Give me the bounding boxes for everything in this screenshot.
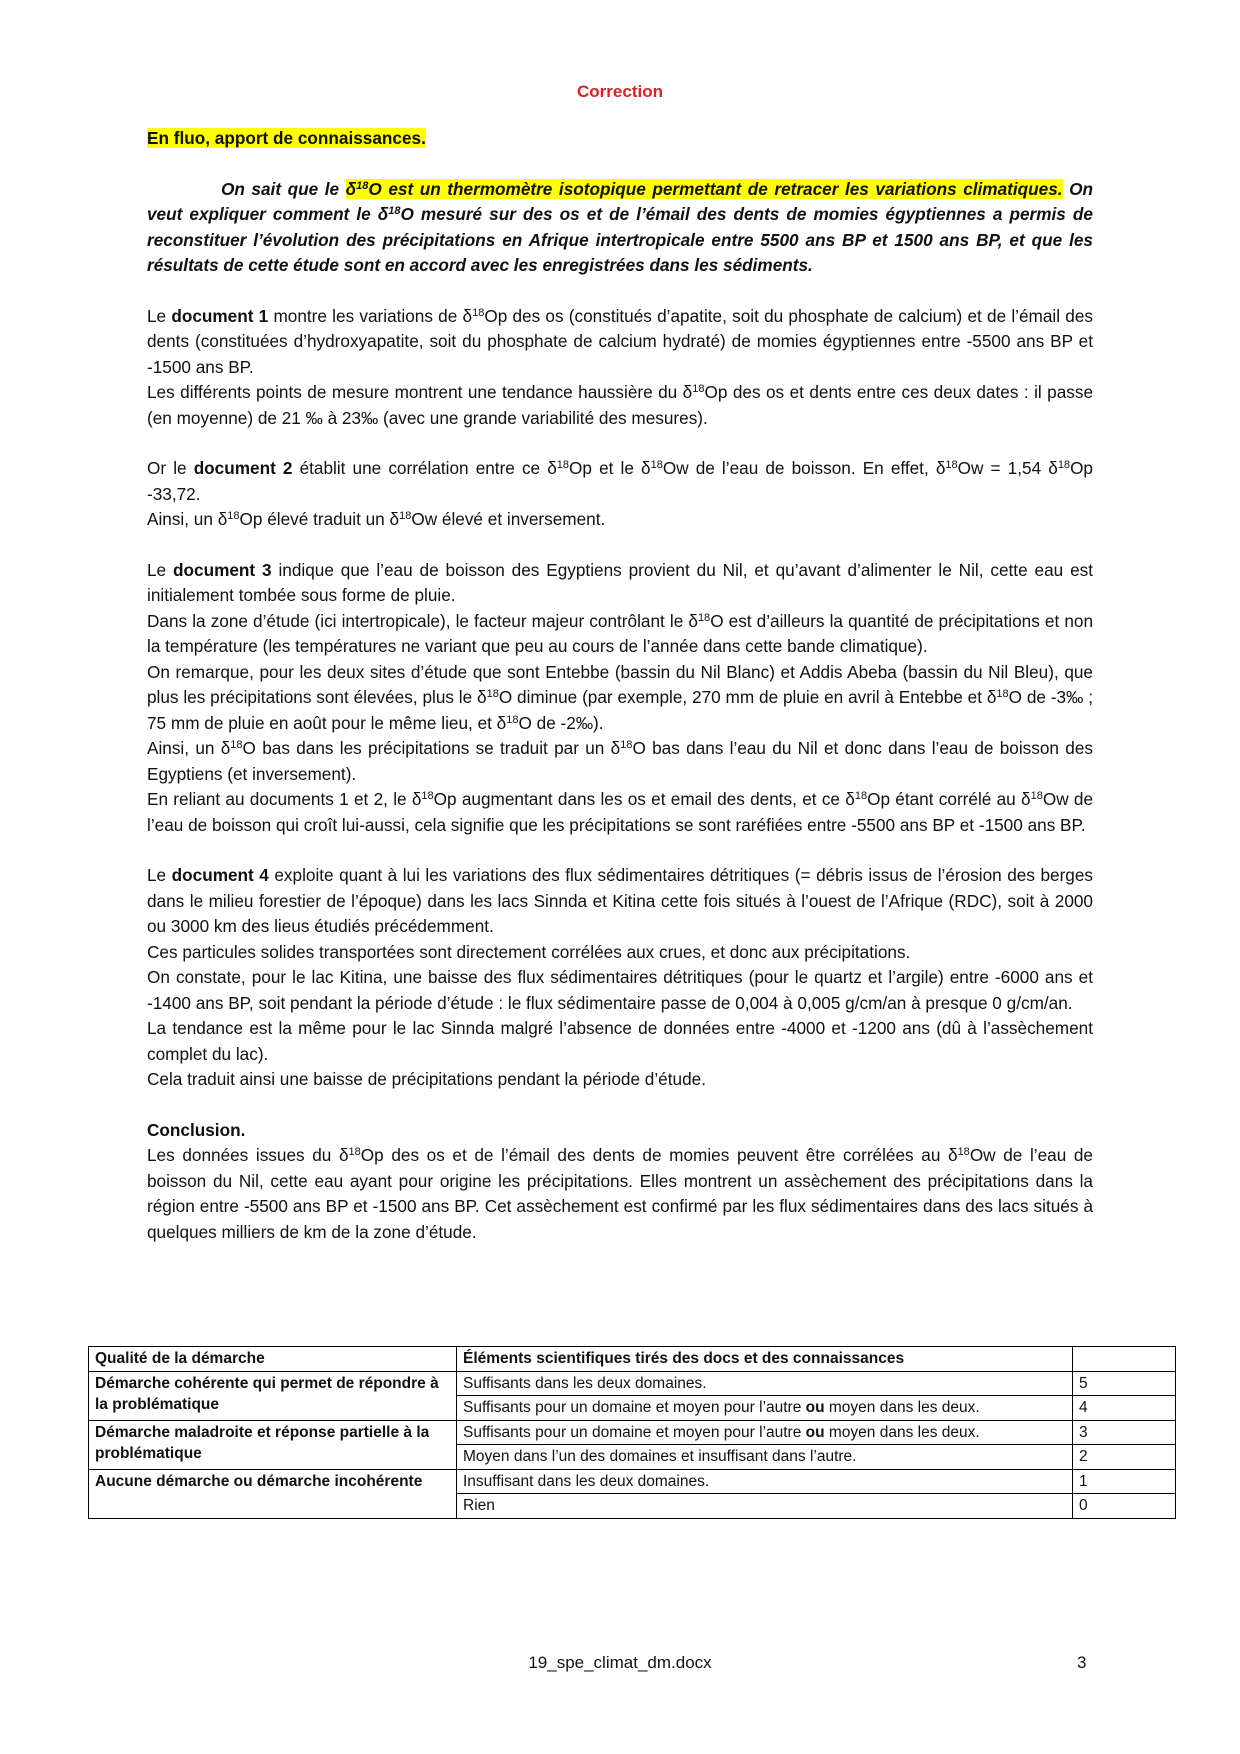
conclusion-heading: Conclusion. [147, 1119, 246, 1140]
criteria-cell: Suffisants pour un domaine et moyen pour l’autre ou moyen dans les deux. [457, 1420, 1073, 1445]
table-header-row [89, 1347, 1176, 1372]
intro-paragraph: On sait que le $\delta^{18}O$ est un thermomètre isotopique permettant de retracer les variations climatiques. On veut expliquer comment le $\delta^{18}O$ mesuré sur des os et de l’émail des dents de momies égyptiennes a permis de reconstituer l’évolution des précipitations en Afrique intertropicale entre 5500 ans BP et 1500 ans BP, et que les résultats de cette étude sont en accord avec les enregistrées dans les sédiments. [147, 178, 1093, 275]
quality-cell: Aucune démarche ou démarche incohérente [89, 1469, 457, 1518]
doc4-particles: Ces particules solides transportées sont directement corrélées aux crues, et donc aux précipitations. [147, 941, 911, 962]
score-cell: 1 [1073, 1469, 1176, 1494]
doc3-link: En reliant au documents 1 et 2, le $\delta^{18}Op$ augmentant dans les os et email des dents, et ce $\delta^{18}Op$ étant corrélé au $\delta^{18}Ow$ de l’eau de boisson qui croît lui-aussi, cela signifie que les précipitations se sont raréfiées entre -5500 ans BP et -1500 ans BP. [147, 789, 1094, 835]
score-cell: 0 [1073, 1494, 1176, 1519]
legend: En fluo, apport de connaissances. [147, 128, 426, 148]
criteria-cell: Suffisants dans les deux domaines. [457, 1371, 1073, 1396]
doc3-zone: Dans la zone d’étude (ici intertropicale), le facteur majeur contrôlant le $\delta^{18}O$ est d’ailleurs la quantité de précipitations et non la température (les températures ne variant que peu au cours de l’année dans cette bande climatique). [147, 610, 1093, 656]
doc4-kitina: On constate, pour le lac Kitina, une baisse des flux sédimentaires détritiques (pour le quartz et l’argile) entre -6000 ans et -1400 ans BP, soit pendant la période d’étude : le flux sédimentaire passe de 0,004 à 0,005 g/cm/an à presque 0 g/cm/an. [147, 967, 1093, 1013]
doc4-result: Cela traduit ainsi une baisse de précipitations pendant la période d’étude. [147, 1069, 706, 1089]
document-body [147, 126, 1093, 1245]
score-cell: 5 [1073, 1371, 1176, 1396]
doc4-sinnda: La tendance est la même pour le lac Sinnda malgré l’absence de données entre -4000 et -1200 ans (dû à l’assèchement complet du lac). [147, 1018, 1093, 1064]
page-title: Correction [577, 82, 663, 101]
doc3-paragraph: Le document 3 indique que l’eau de boisson des Egyptiens provient du Nil, et qu’avant d’alimenter le Nil, cette eau est initialement tombée sous forme de pluie. [147, 559, 1093, 605]
table-row [89, 1420, 1176, 1445]
doc3-inference: Ainsi, un $\delta^{18}O$ bas dans les précipitations se traduit par un $\delta^{18}O$ bas dans l’eau du Nil et donc dans l’eau de boisson des Egyptiens (et inversement). [147, 738, 1093, 784]
score-cell: 4 [1073, 1396, 1176, 1421]
doc2-consequence: Ainsi, un $\delta^{18}Op$ élevé traduit un $\delta^{18}Ow$ élevé et inversement. [147, 509, 606, 529]
table-header-cell: Éléments scientifiques tirés des docs et des connaissances [457, 1347, 1073, 1372]
quality-cell: Démarche maladroite et réponse partielle à la problématique [89, 1420, 457, 1469]
table-header-cell [1073, 1347, 1176, 1372]
quality-cell: Démarche cohérente qui permet de répondre à la problématique [89, 1371, 457, 1420]
table-row [89, 1371, 1176, 1396]
doc3-sites: On remarque, pour les deux sites d’étude que sont Entebbe (bassin du Nil Blanc) et Addis Abeba (bassin du Nil Bleu), que plus les précipitations sont élevées, plus le $\delta^{18}O$ diminue (par exemple, 270 mm de pluie en avril à Entebbe et $\delta^{18}O$ de -3‰ ; 75 mm de pluie en août pour le même lieu, et $\delta^{18}O$ de -2‰). [147, 661, 1094, 733]
criteria-cell: Suffisants pour un domaine et moyen pour l’autre ou moyen dans les deux. [457, 1396, 1073, 1421]
table-row [89, 1469, 1176, 1494]
doc1-paragraph: Le document 1 montre les variations de $\delta^{18}Op$ des os (constitués d’apatite, soit du phosphate de calcium) et de l’émail des dents (constituées d’hydroxyapatite, soit du phosphate de calcium hydraté) de momies égyptiennes entre -5500 ans BP et -1500 ans BP. [147, 305, 1093, 377]
doc1-trend: Les différents points de mesure montrent une tendance haussière du $\delta^{18}Op$ des os et dents entre ces deux dates : il passe (en moyenne) de 21 ‰ à 23‰ (avec une grande variabilité des mesures). [147, 382, 1094, 428]
criteria-cell: Moyen dans l’un des domaines et insuffisant dans l’autre. [457, 1445, 1073, 1470]
footer-filename: 19_spe_climat_dm.docx [528, 1653, 712, 1672]
conclusion-paragraph: Les données issues du $\delta^{18}Op$ des os et de l’émail des dents de momies peuvent être corrélées au $\delta^{18}Ow$ de l’eau de boisson du Nil, cette eau ayant pour origine les précipitations. Elles montrent un assèchement des précipitations dans la région entre -5500 ans BP et -1500 ans BP. Cet assèchement est confirmé par les flux sédimentaires dans des lacs situés à quelques milliers de km de la zone d’étude. [147, 1145, 1093, 1242]
score-cell: 3 [1073, 1420, 1176, 1445]
criteria-cell: Insuffisant dans les deux domaines. [457, 1469, 1073, 1494]
doc2-paragraph: Or le document 2 établit une corrélation entre ce $\delta^{18}Op$ et le $\delta^{18}Ow$ de l’eau de boisson. En effet, $\delta^{18}Ow = 1,54$ $\delta^{18}Op$ -33,72. [147, 458, 1093, 504]
criteria-cell: Rien [457, 1494, 1073, 1519]
grading-table [88, 1346, 1176, 1519]
page-number: 3 [1077, 1653, 1087, 1672]
doc4-paragraph: Le document 4 exploite quant à lui les variations des flux sédimentaires détritiques (= débris issus de l’érosion des berges dans le milieu forestier de l’époque) dans les lacs Sinnda et Kitina cette fois situés à l’ouest de l’Afrique (RDC), soit à 2000 ou 3000 km des lieus étudiés précédemment. [147, 865, 1094, 936]
table-header-cell: Qualité de la démarche [89, 1347, 457, 1372]
score-cell: 2 [1073, 1445, 1176, 1470]
